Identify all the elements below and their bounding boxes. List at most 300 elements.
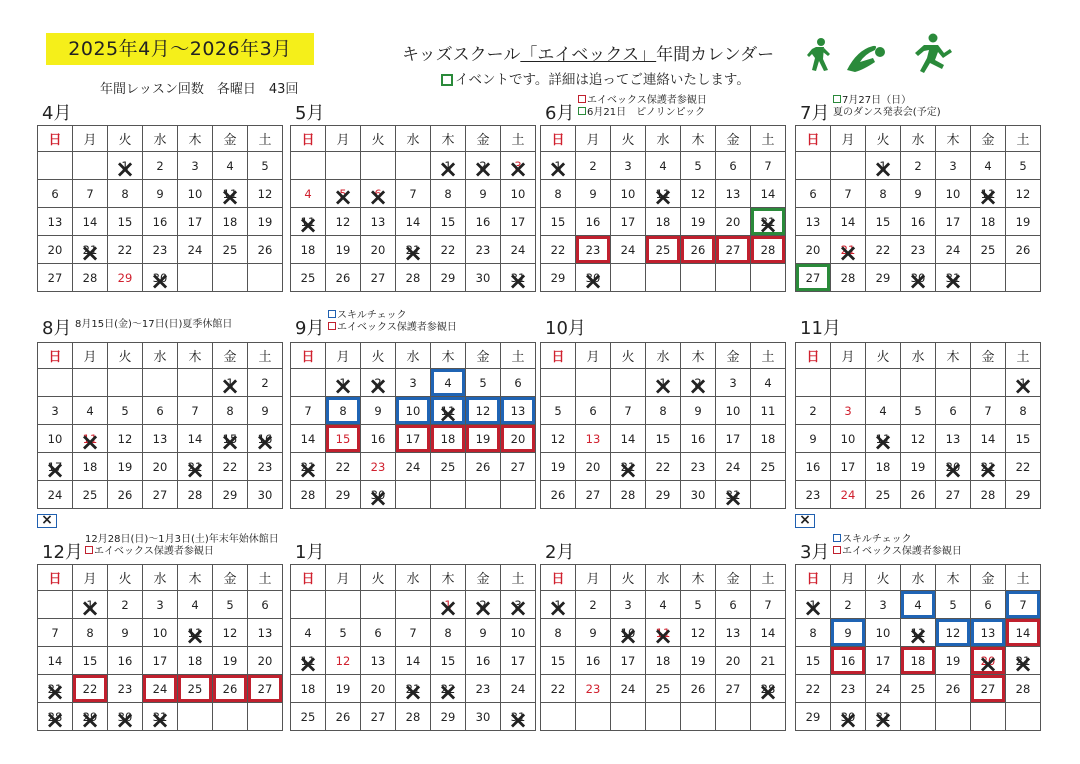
day-cell [971,425,1006,453]
day-number: 30 [117,709,133,724]
empty-cell [143,369,178,397]
weekday-header: 月 [73,343,108,369]
day-number: 26 [257,242,273,257]
day-cell [361,425,396,453]
day-number: 20 [805,242,821,257]
day-number: 20 [510,431,526,446]
day-cell [38,703,73,731]
day-number: 27 [725,242,741,257]
day-number: 6 [514,375,522,390]
day-number: 15 [550,653,566,668]
week-row [796,619,1041,647]
weekday-header: 日 [796,565,831,591]
week-row [796,369,1041,397]
weekday-header-row [796,126,1041,152]
weekday-header: 日 [291,343,326,369]
day-number: 27 [510,459,526,474]
day-cell [716,425,751,453]
day-number: 18 [875,459,891,474]
weekday-header: 水 [143,126,178,152]
day-cell [971,591,1006,619]
day-cell [501,703,536,731]
week-row [38,264,283,292]
day-cell [901,180,936,208]
day-cell [611,453,646,481]
day-number: 14 [620,431,636,446]
day-cell [326,236,361,264]
day-number: 21 [82,242,98,257]
day-number: 5 [339,625,347,640]
day-cell [431,453,466,481]
weekday-header: 土 [248,126,283,152]
day-number: 21 [405,681,421,696]
day-cell [73,647,108,675]
day-number: 25 [440,459,456,474]
day-cell [213,619,248,647]
day-number: 2 [914,158,922,173]
day-cell [213,425,248,453]
empty-cell [751,481,786,509]
day-number: 12 [910,431,926,446]
day-number: 20 [152,459,168,474]
day-number: 19 [690,214,706,229]
day-cell [248,369,283,397]
day-number: 7 [844,186,852,201]
day-number: 1 [879,158,887,173]
day-cell [681,397,716,425]
day-number: 29 [440,709,456,724]
day-cell [248,236,283,264]
day-cell [751,675,786,703]
day-cell [501,425,536,453]
day-number: 2 [374,375,382,390]
day-number: 8 [444,625,452,640]
day-number: 15 [875,214,891,229]
day-cell [901,619,936,647]
weekday-header: 月 [831,565,866,591]
week-row [796,236,1041,264]
day-cell [611,425,646,453]
day-cell [73,453,108,481]
weekday-header: 火 [361,343,396,369]
weekday-header: 土 [248,565,283,591]
day-cell [936,236,971,264]
day-cell [1006,481,1041,509]
day-cell [291,481,326,509]
day-number: 21 [405,242,421,257]
day-cell [396,675,431,703]
day-cell [831,703,866,731]
day-cell [108,208,143,236]
day-number: 18 [187,653,203,668]
day-number: 31 [510,709,526,724]
day-number: 24 [945,242,961,257]
day-cell [646,675,681,703]
day-number: 8 [879,186,887,201]
day-cell [541,481,576,509]
weekday-header: 日 [541,126,576,152]
weekday-header: 金 [716,343,751,369]
day-cell [936,453,971,481]
day-number: 28 [980,487,996,502]
day-number: 4 [191,597,199,612]
day-number: 14 [300,431,316,446]
day-cell [751,591,786,619]
week-row [291,180,536,208]
day-cell [143,647,178,675]
weekday-header-row [541,126,786,152]
empty-cell [936,369,971,397]
week-row [38,397,283,425]
day-cell [866,397,901,425]
day-number: 28 [760,681,776,696]
day-cell [611,675,646,703]
weekday-header: 木 [936,126,971,152]
day-number: 15 [335,431,351,446]
empty-cell [38,591,73,619]
day-number: 19 [690,653,706,668]
day-number: 11 [82,431,98,446]
week-row [541,397,786,425]
day-cell [73,264,108,292]
day-cell [646,152,681,180]
day-cell [143,152,178,180]
day-number: 12 [690,625,706,640]
empty-cell [611,369,646,397]
day-cell [291,425,326,453]
weekday-header: 火 [866,126,901,152]
day-number: 5 [339,186,347,201]
month-note-text: スキルチェック [337,310,407,321]
day-number: 16 [117,653,133,668]
weekday-header-row [291,565,536,591]
day-cell [716,152,751,180]
day-cell [466,425,501,453]
week-row [541,703,786,731]
day-cell [501,453,536,481]
empty-cell [971,264,1006,292]
week-row [291,264,536,292]
day-number: 23 [840,681,856,696]
day-number: 31 [152,709,168,724]
empty-cell [248,703,283,731]
weekday-header: 月 [73,565,108,591]
day-cell [831,425,866,453]
day-cell [108,453,143,481]
day-cell [576,481,611,509]
weekday-header: 木 [681,126,716,152]
day-cell [971,619,1006,647]
day-number: 4 [444,375,452,390]
day-number: 27 [257,681,273,696]
empty-cell [108,369,143,397]
day-number: 2 [121,597,129,612]
day-number: 27 [945,487,961,502]
day-number: 3 [51,403,59,418]
month-note [833,107,941,119]
day-number: 9 [589,625,597,640]
day-number: 6 [261,597,269,612]
day-cell [213,236,248,264]
day-number: 1 [444,158,452,173]
empty-cell [576,369,611,397]
day-number: 23 [690,459,706,474]
empty-cell [396,591,431,619]
empty-cell [751,703,786,731]
day-number: 23 [585,242,601,257]
day-number: 9 [374,403,382,418]
day-cell [466,703,501,731]
day-cell [248,591,283,619]
day-number: 2 [479,158,487,173]
day-number: 21 [300,459,316,474]
day-number: 27 [370,709,386,724]
week-row [38,481,283,509]
day-cell [1006,208,1041,236]
day-number: 14 [760,186,776,201]
day-cell [431,264,466,292]
week-row [291,369,536,397]
week-row [541,591,786,619]
day-cell [326,425,361,453]
day-number: 21 [980,459,996,474]
day-cell [213,369,248,397]
day-number: 21 [760,653,776,668]
weekday-header: 木 [431,565,466,591]
day-number: 11 [440,403,456,418]
day-cell [38,236,73,264]
week-row [291,481,536,509]
overflow-day-cell: × [37,514,57,528]
day-number: 15 [440,653,456,668]
day-cell [796,264,831,292]
day-cell [866,264,901,292]
day-cell [796,208,831,236]
weekday-header: 月 [831,343,866,369]
empty-cell [541,369,576,397]
day-number: 22 [550,681,566,696]
day-number: 23 [910,242,926,257]
day-number: 9 [156,186,164,201]
day-cell [291,647,326,675]
day-cell [466,675,501,703]
day-cell [38,180,73,208]
empty-cell [73,369,108,397]
day-cell [901,453,936,481]
day-cell [178,453,213,481]
day-cell [466,152,501,180]
empty-cell [213,264,248,292]
weekday-header: 土 [751,343,786,369]
day-number: 27 [370,270,386,285]
day-cell [751,236,786,264]
day-number: 13 [370,214,386,229]
day-cell [143,453,178,481]
weekday-header: 金 [716,565,751,591]
empty-cell [646,703,681,731]
day-number: 6 [374,625,382,640]
weekday-header: 日 [291,126,326,152]
day-number: 21 [620,459,636,474]
day-number: 14 [840,214,856,229]
day-number: 13 [725,625,741,640]
day-cell [681,453,716,481]
day-cell [681,481,716,509]
day-number: 1 [86,597,94,612]
weekday-header: 土 [501,565,536,591]
day-cell [501,619,536,647]
day-cell [1006,647,1041,675]
week-row [796,453,1041,481]
month-title: 10月 [545,318,586,339]
day-number: 26 [690,242,706,257]
day-number: 26 [117,487,133,502]
day-cell [751,208,786,236]
day-number: 25 [222,242,238,257]
day-cell [108,591,143,619]
empty-cell [866,369,901,397]
month-title: 9月 [295,318,325,339]
day-number: 16 [152,214,168,229]
month-note [833,546,962,558]
empty-cell [291,152,326,180]
weekday-header: 土 [751,565,786,591]
day-number: 17 [187,214,203,229]
day-cell [681,152,716,180]
overflow-day-cell: × [795,514,815,528]
day-number: 8 [339,403,347,418]
week-row [291,703,536,731]
day-number: 14 [760,625,776,640]
empty-cell [38,152,73,180]
red-square-icon [578,95,586,103]
month-calendar [37,125,283,292]
day-cell [326,369,361,397]
day-cell [143,481,178,509]
day-cell [1006,236,1041,264]
day-cell [936,425,971,453]
day-number: 26 [1015,242,1031,257]
day-cell [901,208,936,236]
day-cell [576,236,611,264]
day-number: 19 [222,653,238,668]
day-number: 12 [257,186,273,201]
week-row [541,675,786,703]
empty-cell [38,369,73,397]
day-number: 11 [875,431,891,446]
week-row [291,591,536,619]
day-cell [751,619,786,647]
day-cell [501,180,536,208]
day-number: 1 [1019,375,1027,390]
month-note-text: エイベックス保護者参観日 [842,546,962,557]
day-number: 26 [222,681,238,696]
day-cell [611,152,646,180]
day-cell [751,369,786,397]
day-cell [716,675,751,703]
day-cell [901,397,936,425]
day-cell [936,647,971,675]
weekday-header: 水 [396,343,431,369]
day-number: 28 [1015,681,1031,696]
day-cell [716,619,751,647]
day-cell [143,619,178,647]
empty-cell [796,369,831,397]
day-number: 31 [725,487,741,502]
day-cell [716,481,751,509]
week-row [541,180,786,208]
day-cell [73,675,108,703]
month-note-text: スキルチェック [842,534,912,545]
day-number: 15 [655,431,671,446]
day-number: 7 [764,597,772,612]
day-number: 20 [725,653,741,668]
day-cell [361,453,396,481]
month-calendar [290,564,536,731]
day-cell [866,208,901,236]
month-title: 5月 [295,103,325,124]
weekday-header: 水 [143,343,178,369]
day-cell [108,675,143,703]
day-cell [831,180,866,208]
day-cell [866,703,901,731]
day-number: 11 [300,214,316,229]
day-cell [501,397,536,425]
day-number: 15 [440,214,456,229]
day-cell [971,675,1006,703]
day-number: 6 [809,186,817,201]
day-cell [291,703,326,731]
day-cell [541,397,576,425]
day-cell [431,647,466,675]
week-row [541,619,786,647]
day-number: 18 [440,431,456,446]
day-cell [38,647,73,675]
day-cell [576,453,611,481]
day-cell [248,481,283,509]
weekday-header: 月 [326,126,361,152]
day-cell [796,397,831,425]
day-number: 14 [980,431,996,446]
day-number: 24 [620,681,636,696]
day-number: 17 [620,214,636,229]
empty-cell [681,264,716,292]
month-calendar [795,125,1041,292]
day-number: 7 [51,625,59,640]
day-cell [681,180,716,208]
empty-cell [971,703,1006,731]
day-cell [178,425,213,453]
day-cell [796,453,831,481]
day-cell [213,647,248,675]
day-number: 4 [879,403,887,418]
empty-cell [901,369,936,397]
day-number: 7 [191,403,199,418]
week-row [291,425,536,453]
day-cell [681,591,716,619]
day-number: 7 [1019,597,1027,612]
day-number: 11 [655,186,671,201]
day-cell [796,425,831,453]
day-cell [38,208,73,236]
day-number: 24 [47,487,63,502]
runner-icon [806,37,832,73]
day-number: 28 [82,270,98,285]
day-cell [291,264,326,292]
day-number: 30 [152,270,168,285]
day-cell [1006,180,1041,208]
day-number: 19 [335,242,351,257]
